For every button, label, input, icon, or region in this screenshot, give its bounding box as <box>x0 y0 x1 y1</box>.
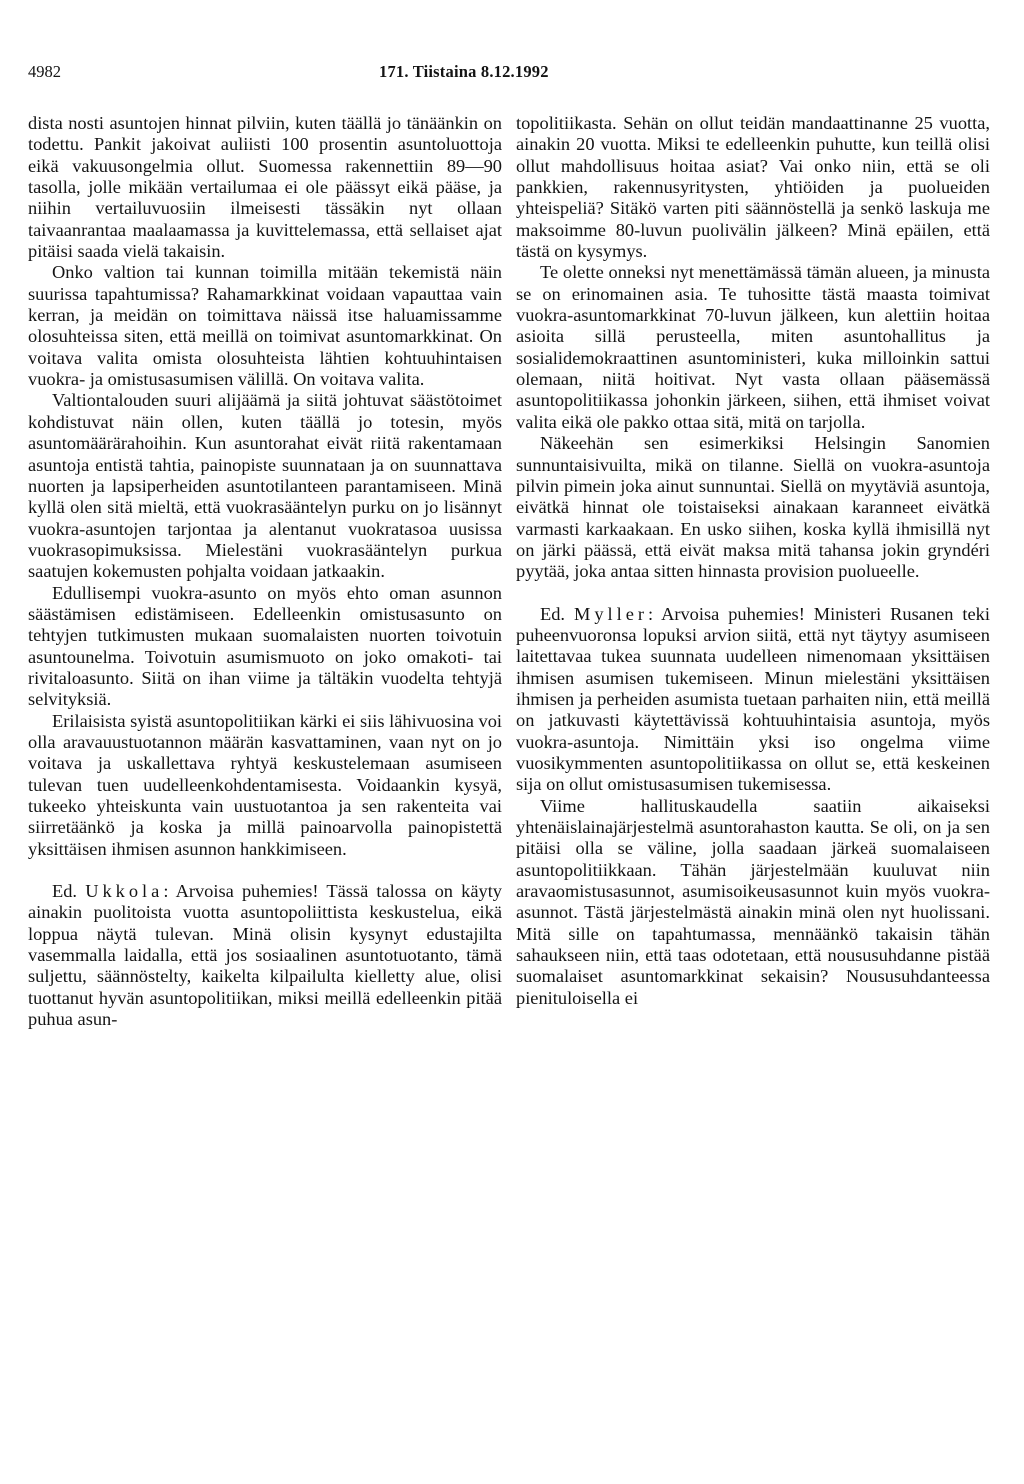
speech-text: Arvoisa puhemies! Ministeri Rusanen teki puheenvuoronsa lopuksi arvion siitä, että nyt täytyy asumiseen laitettavaa tukea suunnata uudelleen nimenomaan yksittäisen ihmisen asumisen tukemiseen. Minun mielestäni yksittäisen ihmisen ja perheiden asumista tuetaan parhaiten niin, että meillä on jatkuvasti käytettävissä kohtuuhintaisia asuntoja, myös vuokra-asuntoja. Nimittäin yksi iso ongelma viime vuosikymmenten asuntopolitiikassa on ollut se, että keskeinen sija on ollut omistusasumisen tukemisessa. <box>516 603 990 795</box>
speech-paragraph <box>516 604 990 796</box>
speech-text: Arvoisa puhemies! Tässä talossa on käyty ainakin puolitoista vuotta asuntopoliittista keskustelua, eikä loppua näytä tulevan. Minä olisin kysynyt edustajilta vasemmalla laidalla, että jos sosiaalinen asuntotuotanto, tämä suljettu, säännöstelty, kaikelta kilpailulta kielletty alue, olisi tuottanut hyvän asuntopolitiikan, miksi meillä edelleenkin pitää puhua asun- <box>28 881 502 1030</box>
session-title: 171. Tiistaina 8.12.1992 <box>379 62 549 81</box>
right-column <box>516 113 990 1009</box>
speaker-name: Myller <box>573 603 649 624</box>
paragraph: Erilaisista syistä asuntopolitiikan kärki ei siis lähivuosina voi olla aravauustuotannon määrän kasvattaminen, vaan nyt on jo voitava ja uskallettava ryhtyä keskustelemaan asumiseen tulevan tuen uudelleenkohdentamisesta. Voidaankin kysyä, tukeeko yhteiskunta vain uustuotantoa ja sen rakenteita vai siirretäänkö ja koska ja millä painoarvolla painopistettä yksittäisen ihmisen asunnon hankkimiseen. <box>28 710 503 859</box>
speech-separator: : <box>163 881 176 902</box>
left-column <box>28 113 502 1030</box>
paragraph: Valtiontalouden suuri alijäämä ja siitä johtuvat säästötoimet kohdistuvat näin ollen, kuten täällä jo totesin, myös asuntomäärärahoihin. Kun asuntorahat eivät riitä rakentamaan asuntoja entistä tahtia, painopiste suunnataan ja on suunnattava nuorten ja lapsiperheiden asuntotilanteen parantamiseen. Minä kyllä olen sitä mieltä, että vuokrasääntelyn purku on jo lisännyt vuokra-asuntojen tarjontaa ja alentanut vuokratasoa uusissa vuokrasopimuksissa. Mielestäni vuokrasääntelyn purkua saatujen kokemusten pohjalta voidaan jatkaakin. <box>28 390 502 582</box>
speaker-name: Ukkola <box>85 881 164 902</box>
paragraph: Onko valtion tai kunnan toimilla mitään tekemistä näin suurissa tapahtumissa? Rahamarkkinat voidaan vapauttaa vain kerran, ja meidän on toimittava näissä itse haluamissamme olosuhteissa siten, että meillä on toimivat asuntomarkkinat. On voitava valita omista olosuhteista lähtien kohtuuhintaisen vuokra- ja omistusasumisen välillä. On voitava valita. <box>28 262 502 390</box>
speech-paragraph <box>28 881 502 1030</box>
paragraph: Näkeehän sen esimerkiksi Helsingin Sanomien sunnuntaisivuilta, mikä on tilanne. Siellä on vuokra-asuntoja pilvin pimein joka ainut sunnuntai. Siellä on myytäviä asuntoja, eivätkä hinnat ole toistaiseksi ainakaan karanneet eivätkä varmasti karkaakaan. En usko siihen, koska kyllä ihmisillä nyt on järki päässä, että eivät maksa mitä tahansa jokin gryndéri pyytää, joka antaa sitten hinnasta provision puolueelle. <box>516 433 990 582</box>
speech-prefix: Ed. <box>540 603 574 624</box>
paragraph: Te olette onneksi nyt menettämässä tämän alueen, ja minusta se on erinomainen asia. Te tuhositte tästä maasta toimivat vuokra-asuntomarkkinat 70-luvun jälkeen, kun alettiin hoitaa asioita sillä perusteella, miten asuntohallitus ja sosialidemokraattinen asuntoministeri, kuka milloinkin sattui olemaan, niitä hoitivat. Nyt vasta ollaan pääsemässä asuntopolitiikassa johonkin järkeen, siihen, että ihmiset voivat valita eikä ole pakko ottaa sitä, mitä on tarjolla. <box>516 262 990 432</box>
paragraph: Viime hallituskaudella saatiin aikaiseksi yhtenäislainajärjestelmä asuntorahaston kautta. Se oli, on ja sen pitäisi olla se väline, jolla saadaan järkeä suomalaiseen asuntopolitiikkaan. Tähän järjestelmään kuuluvat niin aravaomistusasunnot, asumisoikeusasunnot kuin myös vuokra-asunnot. Tästä järjestelmästä ainakin minä olen nyt huolissani. Mitä sille on tapahtumassa, mennäänkö takaisin tähän sahaukseen niin, että taas odotetaan, että noususuhdanne pistää suomalaiset asuntomarkkinat sekaisin? Noususuhdanteessa pienituloisella ei <box>516 795 990 1008</box>
paragraph: Edullisempi vuokra-asunto on myös ehto oman asunnon säästämisen edistämiseen. Edelleenkin omistusasunto on tehtyjen tutkimusten mukaan suomalaisten nuorten toivotuin asuntounelma. Toivotuin asumismuoto on joko omakoti- tai rivitaloasunto. Siitä on ihan viime ja tältäkin vuodelta tehtyjä selvityksiä. <box>28 582 502 710</box>
page-header <box>0 58 1024 84</box>
paragraph: topolitiikasta. Sehän on ollut teidän mandaattinanne 25 vuotta, ainakin 20 vuotta. Miksi te edelleenkin puhutte, kun teillä olisi ollut mahdollisuus hoitaa asiat? Vai onko niin, että se oli pankkien, rakennusyritysten, yhtiöiden ja puolueiden yhteispeliä? Sitäkö varten piti säännöstellä ja senkö laskuja me maksoimme 80-luvun puolivälin jälkeen? Minä epäilen, että tästä on kysymys. <box>516 113 990 262</box>
speech-separator: : <box>648 603 662 624</box>
page-number: 4982 <box>28 62 61 81</box>
speech-prefix: Ed. <box>52 881 86 902</box>
paragraph: dista nosti asuntojen hinnat pilviin, kuten täällä jo tänäänkin on todettu. Pankit jakoivat auliisti 100 prosentin asuntoluottoja eikä vakuusongelmia ollut. Suomessa rakennettiin 89—90 tasolla, jolle mikään vertailumaa ei ole päässyt eikä pääse, ja niihin vertailuvuosiin ilmeisesti tässäkin nyt ollaan taivaanrantaa maalaamassa ja kuvittelemassa, että sellaiset ajat pitäisi saada vielä takaisin. <box>28 113 502 262</box>
